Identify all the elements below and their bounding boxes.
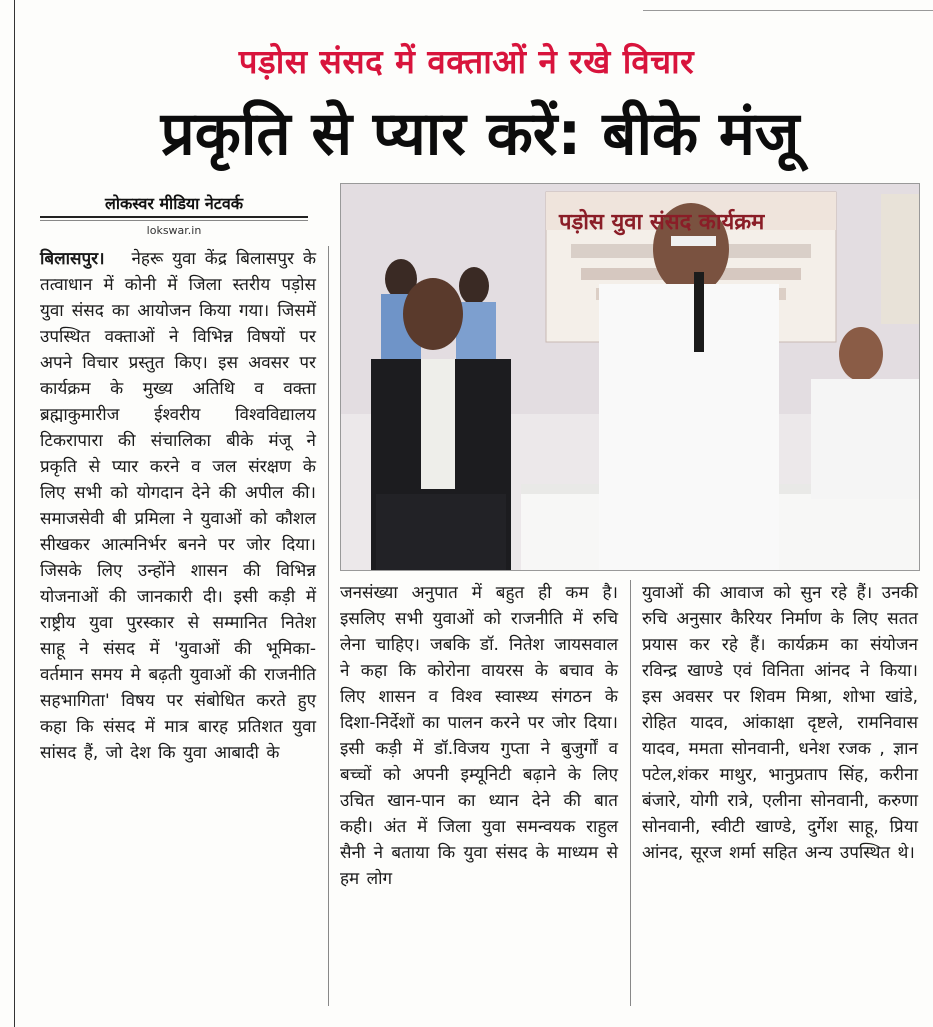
banner-text: पड़ोस युवा संसद कार्यक्रम xyxy=(559,210,765,235)
column-divider-1 xyxy=(328,246,329,1006)
website-label: lokswar.in xyxy=(146,224,202,237)
byline-rule xyxy=(40,216,308,218)
byline-rule-thin xyxy=(40,220,308,221)
article-text-col3: युवाओं की आवाज को सुन रहे हैं। उनकी रुचि अनुसार कैरियर निर्माण के लिए सतत प्रयास कर रहे हैं। कार्यक्रम का संयोजन रविन्द्र खाण्डे एवं विनिता आंनद ने किया। इस अवसर पर शिवम मिश्रा, शोभा खांडे, रोहित यादव, आंकाक्षा दृष्टले, रामनिवास यादव, ममता सोनवानी, धनेश रजक , ज्ञान पटेल,शंकर माथुर, भानुप्रताप सिंह, करीना बंजारे, योगी रात्रे, एलीना सोनवानी, करुणा सोनवानी, स्वीटी खाण्डे, दुर्गेश साहू, प्रिया आंनद, सूरज शर्मा सहित अन्य उपस्थित थे। xyxy=(642,583,918,863)
main-headline: प्रकृति से प्यार करें: बीके मंजू xyxy=(160,99,800,169)
column-divider-2 xyxy=(630,580,631,1006)
article-text-col2: जनसंख्या अनुपात में बहुत ही कम है। इसलिए सभी युवाओं को राजनीति में रुचि लेना चाहिए। जबकि डॉ. नितेश जायसवाल ने कहा कि कोरोना वायरस के बचाव के लिए शासन व विश्व स्वास्थ्य संगठन के दिशा-निर्देशों का पालन करने पर जोर दिया। इसी कड़ी में डॉ.विजय गुप्ता ने बुजुर्गों व बच्चों को अपनी इम्यूनिटी बढ़ाने के लिए उचित खान-पान का ध्यान देने की बात कही। अंत में जिला युवा समन्वयक राहुल सैनी ने बताया कि युवा संसद के माध्यम से हम लोग xyxy=(340,583,618,889)
article-text-col1: नेहरू युवा केंद्र बिलासपुर के तत्वाधान में कोनी में जिला स्तरीय पड़ोस युवा संसद का आयोजन किया गया। जिसमें उपस्थित वक्ताओं ने विभिन्न विषयों पर अपने विचार प्रस्तुत किए। इस अवसर पर कार्यक्रम के मुख्य अतिथि व वक्ता ब्रह्माकुमारीज ईश्वरीय विश्वविद्यालय टिकरापारा की संचालिका बीके मंजू ने प्रकृति से प्यार करने व जल संरक्षण के लिए सभी को योगदान देने की अपील की। समाजसेवी बी प्रमिला ने युवाओं को कौशल सीखकर आत्मनिर्भर बनने पर जोर दिया। जिसके लिए उन्होंने शासन की विभिन्न योजनाओं की जानकारी दी। इसी कड़ी में राष्ट्रीय युवा पुरस्कार से सम्मानित नितेश साहू ने संसद में 'युवाओं की भूमिका-वर्तमान समय मे बढ़ती युवाओं की राजनीति सहभागिता' विषय पर संबोधित करते हुए कहा कि संसद में मात्र बारह प्रतिशत युवा सांसद हैं, जो देश कि युवा आबादी के xyxy=(40,249,316,763)
article-column-2 xyxy=(340,580,618,892)
dateline: बिलासपुर। xyxy=(40,249,105,269)
article-column-3 xyxy=(642,580,918,866)
news-photo xyxy=(340,183,920,571)
page-edge-rule xyxy=(14,0,15,1027)
article-column-1 xyxy=(40,246,316,766)
kicker-headline: पड़ोस संसद में वक्ताओं ने रखे विचार xyxy=(238,42,695,81)
byline: लोकस्वर मीडिया नेटवर्क xyxy=(104,194,244,213)
photo-illustration xyxy=(341,184,919,570)
top-header-strip xyxy=(643,0,933,11)
